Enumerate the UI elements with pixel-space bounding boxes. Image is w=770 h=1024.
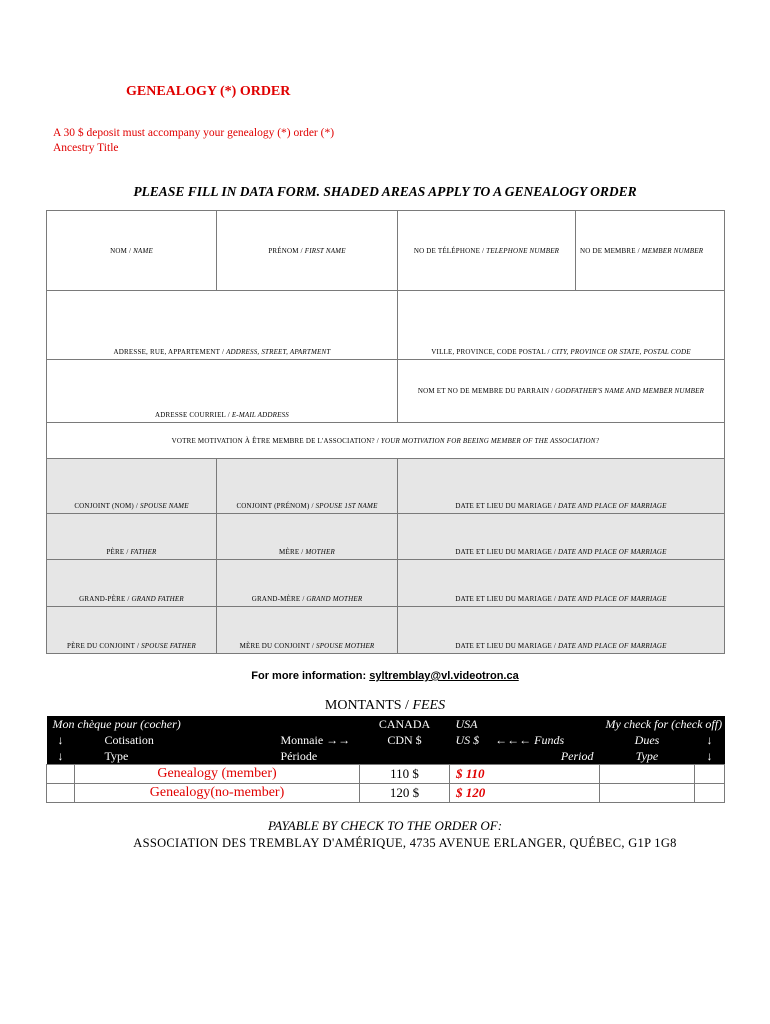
- checkbox-fr-member[interactable]: [47, 765, 75, 784]
- checkbox-en-nonmember[interactable]: [695, 784, 725, 803]
- grandfather-field[interactable]: GRAND-PÈRE / GRAND FATHER: [47, 560, 217, 607]
- fees-table: [46, 716, 725, 803]
- spouse-marriage-field[interactable]: DATE ET LIEU DU MARIAGE / DATE AND PLACE OF MARRIAGE: [398, 459, 725, 514]
- fee-usd: $ 110: [450, 765, 600, 784]
- contact-email-link[interactable]: syltremblay@vl.videotron.ca: [369, 670, 519, 682]
- cotisation-label: Cotisation: [75, 732, 275, 748]
- spouse-parents-marriage-field[interactable]: DATE ET LIEU DU MARIAGE / DATE AND PLACE OF MARRIAGE: [398, 607, 725, 654]
- deposit-note: [53, 126, 334, 156]
- fee-cdn: 120 $: [360, 784, 450, 803]
- usd-label: US $ ←←← Funds: [450, 732, 600, 748]
- grandmother-field[interactable]: GRAND-MÈRE / GRAND MOTHER: [217, 560, 398, 607]
- address-field[interactable]: ADRESSE, RUE, APPARTEMENT / ADDRESS, STREET, APARTMENT: [47, 291, 398, 360]
- godfather-field[interactable]: NOM ET NO DE MEMBRE DU PARRAIN / GODFATHER'S NAME AND MEMBER NUMBER: [398, 360, 725, 423]
- arrow-down-icon: ↓: [695, 748, 725, 765]
- arrow-down-icon: ↓: [47, 748, 75, 765]
- spouse-mother-field[interactable]: MÈRE DU CONJOINT / SPOUSE MOTHER: [217, 607, 398, 654]
- form-instruction: PLEASE FILL IN DATA FORM. SHADED AREAS APPLY TO A GENEALOGY ORDER: [133, 184, 637, 199]
- name-field[interactable]: NOM / NAME: [47, 211, 217, 291]
- spouse-father-field[interactable]: PÈRE DU CONJOINT / SPOUSE FATHER: [47, 607, 217, 654]
- usa-header: USA: [450, 716, 600, 732]
- canada-header: CANADA: [360, 716, 450, 732]
- check-label-fr: Mon chèque pour (cocher): [47, 716, 360, 732]
- motivation-field[interactable]: VOTRE MOTIVATION À ÊTRE MEMBRE DE L'ASSOCIATION? / YOUR MOTIVATION FOR BEEING MEMBER OF THE ASSOCIATION?: [47, 423, 725, 459]
- fee-label: Genealogy (member): [75, 765, 360, 784]
- arrow-down-icon: ↓: [47, 732, 75, 748]
- fees-title: MONTANTS / FEES: [324, 698, 446, 713]
- type-label-en: Type: [600, 748, 695, 765]
- contact-info: [0, 670, 770, 682]
- arrow-down-icon: ↓: [695, 732, 725, 748]
- fee-row: [47, 784, 725, 803]
- deposit-note-line2: Ancestry Title: [53, 142, 119, 154]
- parents-marriage-field[interactable]: DATE ET LIEU DU MARIAGE / DATE AND PLACE OF MARRIAGE: [398, 514, 725, 560]
- father-field[interactable]: PÈRE / FATHER: [47, 514, 217, 560]
- deposit-note-line1: A 30 $ deposit must accompany your genealogy (*) order (*): [53, 127, 335, 139]
- mother-field[interactable]: MÈRE / MOTHER: [217, 514, 398, 560]
- first-name-field[interactable]: PRÉNOM / FIRST NAME: [217, 211, 398, 291]
- period-label: Period: [450, 748, 600, 765]
- check-label-en: My check for (check off): [600, 716, 725, 732]
- email-field[interactable]: ADRESSE COURRIEL / E-MAIL ADDRESS: [47, 360, 398, 423]
- payee-address: ASSOCIATION DES TREMBLAY D'AMÉRIQUE, 4735 AVENUE ERLANGER, QUÉBEC, G1P 1G8: [133, 836, 677, 850]
- page-title: GENEALOGY (*) ORDER: [126, 84, 291, 99]
- city-field[interactable]: VILLE, PROVINCE, CODE POSTAL / CITY, PROVINCE OR STATE, POSTAL CODE: [398, 291, 725, 360]
- fee-row: [47, 765, 725, 784]
- fee-usd: $ 120: [450, 784, 600, 803]
- checkbox-fr-nonmember[interactable]: [47, 784, 75, 803]
- contact-label: For more information:: [251, 670, 370, 682]
- fee-cdn: 110 $: [360, 765, 450, 784]
- member-number-field[interactable]: NO DE MEMBRE / MEMBER NUMBER: [576, 211, 725, 291]
- cdn-label: CDN $: [360, 732, 450, 748]
- payable-heading: PAYABLE BY CHECK TO THE ORDER OF:: [267, 818, 503, 833]
- phone-field[interactable]: NO DE TÉLÉPHONE / TELEPHONE NUMBER: [398, 211, 576, 291]
- spouse-first-name-field[interactable]: CONJOINT (PRÉNOM) / SPOUSE 1ST NAME: [217, 459, 398, 514]
- fee-label: Genealogy(no-member): [75, 784, 360, 803]
- membership-form: [46, 210, 725, 654]
- type-label-fr: Type: [75, 748, 275, 765]
- checkbox-en-member[interactable]: [695, 765, 725, 784]
- periode-label: Période: [275, 748, 360, 765]
- spouse-name-field[interactable]: CONJOINT (NOM) / SPOUSE NAME: [47, 459, 217, 514]
- monnaie-label: Monnaie →→: [275, 732, 360, 748]
- grandparents-marriage-field[interactable]: DATE ET LIEU DU MARIAGE / DATE AND PLACE OF MARRIAGE: [398, 560, 725, 607]
- dues-label: Dues: [600, 732, 695, 748]
